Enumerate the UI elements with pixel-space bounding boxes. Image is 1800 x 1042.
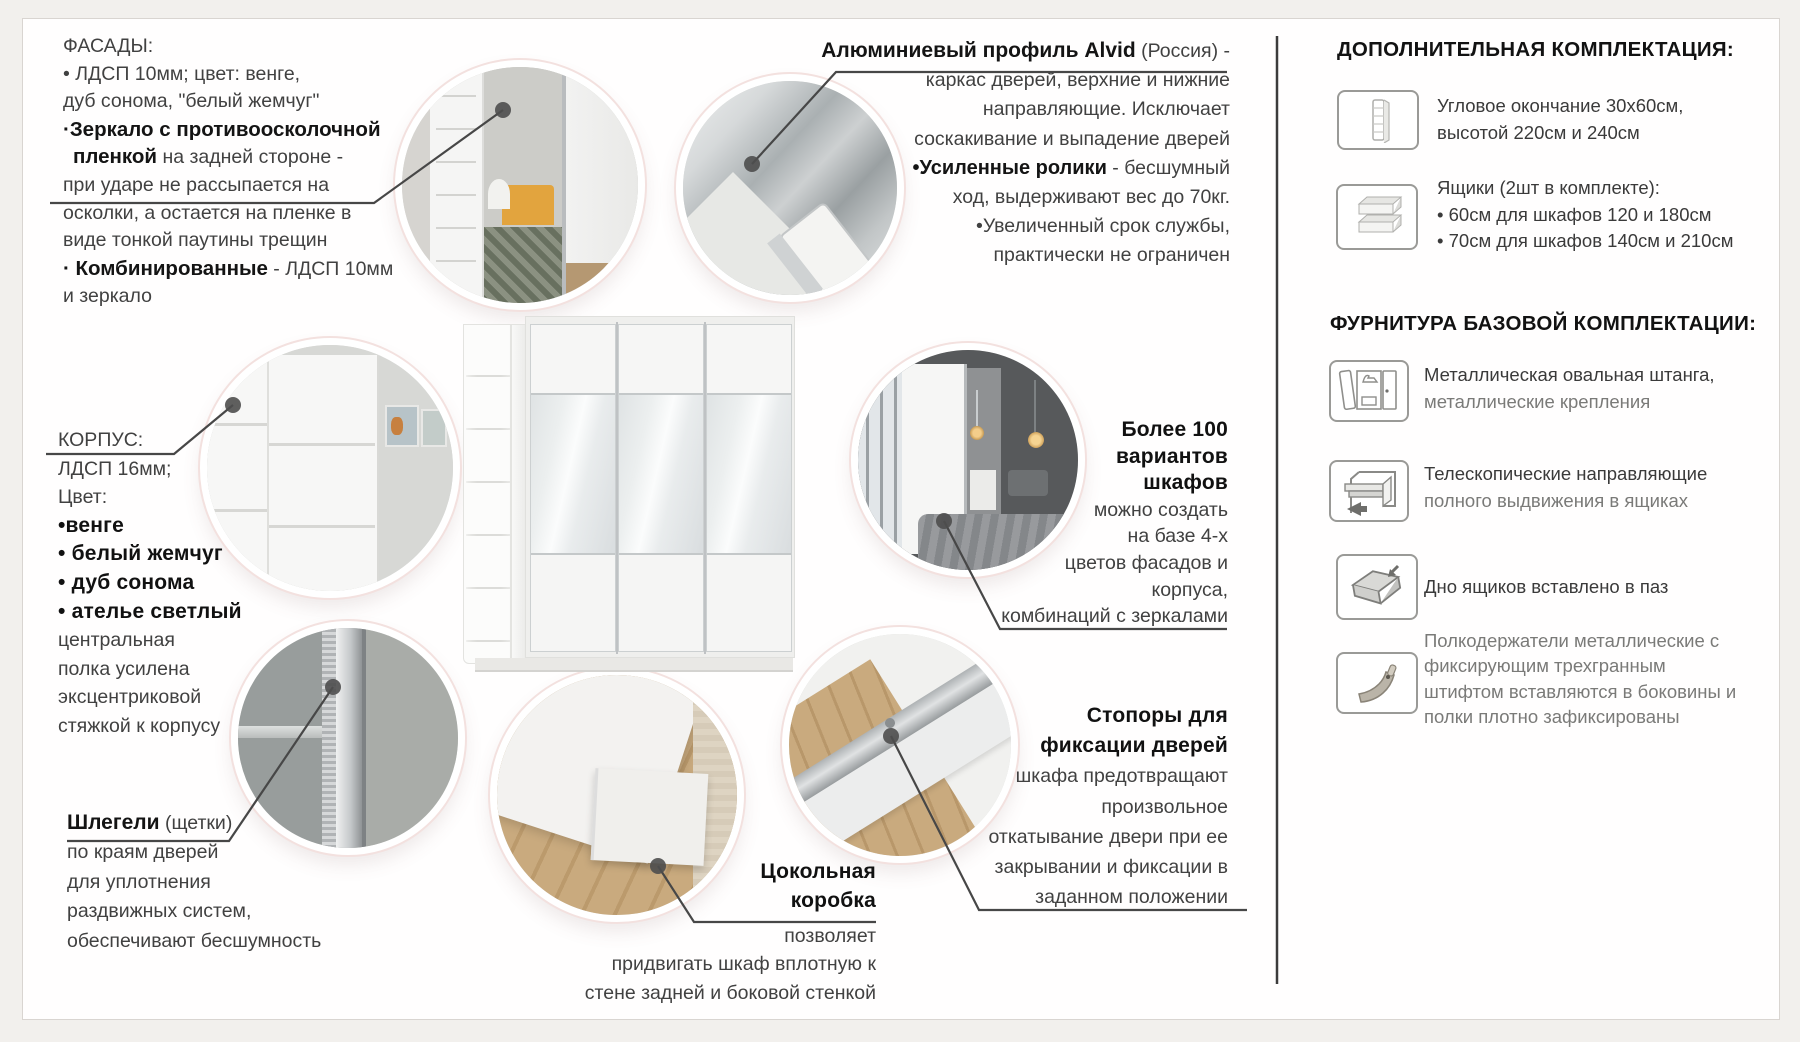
photo-detail bbox=[866, 350, 869, 570]
note-line: раздвижных систем, bbox=[67, 900, 252, 923]
extras-item-line: • 70см для шкафов 140см и 210см bbox=[1437, 230, 1734, 251]
note-line: откатывание двери при ее bbox=[988, 825, 1228, 848]
note-line: по краям дверей bbox=[67, 841, 219, 864]
note-line: стене задней и боковой стенкой bbox=[584, 982, 876, 1005]
note-line: соскакивание и выпадение дверей bbox=[914, 127, 1230, 150]
note-line: Более 100 bbox=[1121, 418, 1228, 441]
note-line: комбинаций с зеркалами bbox=[1001, 605, 1228, 628]
aluminum-profile-note bbox=[770, 36, 1230, 271]
note-line: • ателье светлый bbox=[58, 599, 242, 623]
photo-detail bbox=[436, 95, 476, 97]
note-line: ·Зеркало с противоосколочной bbox=[63, 117, 381, 141]
hardware-item-line: Металлическая овальная штанга, bbox=[1424, 364, 1715, 385]
door-rail bbox=[616, 322, 618, 654]
photo-detail bbox=[269, 443, 375, 446]
note-line: стяжкой к корпусу bbox=[58, 714, 221, 737]
note-line: осколки, а остается на пленке в bbox=[63, 201, 352, 224]
photo-detail bbox=[336, 628, 362, 848]
note-line: можно создать bbox=[1093, 498, 1228, 521]
drawers-icon bbox=[1336, 184, 1418, 250]
drawer-bottom-icon bbox=[1336, 554, 1418, 620]
photo-detail bbox=[484, 227, 562, 303]
door-rail bbox=[704, 322, 706, 654]
note-line: •Усиленные ролики - бесшумный bbox=[912, 156, 1230, 179]
extras-item-line: Угловое окончание 30х60см, bbox=[1437, 95, 1684, 116]
plinth-note bbox=[476, 858, 876, 1008]
rod-icon bbox=[1329, 360, 1409, 422]
note-line: •Увеличенный срок службы, bbox=[976, 215, 1230, 238]
note-line: ЛДСП 16мм; bbox=[58, 457, 172, 480]
photo-detail bbox=[566, 263, 638, 303]
hardware-item-line: полки плотно зафиксированы bbox=[1424, 706, 1680, 728]
note-line: придвигать шкаф вплотную к bbox=[611, 953, 876, 976]
sliding-door-left bbox=[530, 324, 616, 652]
sliding-door-right bbox=[706, 324, 792, 652]
stopors-note bbox=[848, 701, 1228, 912]
note-line: Цокольная bbox=[760, 860, 876, 883]
note-line: цветов фасадов и bbox=[1064, 551, 1228, 574]
photo-detail bbox=[591, 768, 709, 866]
hardware-item-line: фиксирующим трехгранным bbox=[1424, 655, 1666, 677]
photo-detail bbox=[421, 409, 447, 447]
hardware-section-title: ФУРНИТУРА БАЗОВОЙ КОМПЛЕКТАЦИИ: bbox=[1330, 312, 1757, 335]
note-line: фиксации дверей bbox=[1040, 734, 1228, 758]
note-line: · Комбинированные - ЛДСП 10мм bbox=[63, 256, 394, 280]
note-line: Стопоры для bbox=[1086, 704, 1228, 727]
wardrobe-illustration bbox=[463, 316, 795, 670]
note-line: •венге bbox=[58, 513, 124, 537]
note-line: шкафа предотвращают bbox=[1015, 765, 1228, 788]
photo-detail bbox=[322, 628, 336, 848]
photo-detail bbox=[858, 350, 902, 570]
note-line: дуб сонома, "белый жемчуг" bbox=[63, 90, 320, 113]
note-line: обеспечивают бесшумность bbox=[67, 929, 322, 952]
note-line: заданном положении bbox=[1035, 886, 1228, 909]
hardware-item bbox=[1424, 574, 1668, 601]
note-line: эксцентриковой bbox=[58, 686, 202, 709]
extras-item-line: • 60см для шкафов 120 и 180см bbox=[1437, 203, 1712, 225]
note-line: • дуб сонома bbox=[58, 570, 195, 594]
note-line: направляющие. Исключает bbox=[982, 98, 1230, 121]
extras-item bbox=[1437, 93, 1683, 146]
note-line: КОРПУС: bbox=[58, 429, 144, 451]
wardrobe-plinth bbox=[475, 658, 793, 672]
hardware-item-line: Полкодержатели металлические с bbox=[1424, 630, 1720, 651]
extras-section-title: ДОПОЛНИТЕЛЬНАЯ КОМПЛЕКТАЦИЯ: bbox=[1337, 38, 1735, 61]
note-line: шкафов bbox=[1143, 471, 1228, 495]
note-line: произвольное bbox=[1101, 795, 1228, 818]
facades-note bbox=[63, 33, 393, 311]
note-line: ФАСАДЫ: bbox=[63, 35, 154, 57]
photo-detail bbox=[267, 355, 269, 591]
photo-detail bbox=[430, 67, 484, 303]
extras-item-line: Ящики (2шт в комплекте): bbox=[1437, 177, 1660, 198]
extras-item-line: высотой 220см и 240см bbox=[1437, 121, 1640, 143]
facade-mirror-photo bbox=[395, 60, 645, 310]
extras-item bbox=[1437, 175, 1733, 255]
shelf-support-icon bbox=[1336, 652, 1418, 714]
hardware-item bbox=[1424, 362, 1715, 415]
note-line: виде тонкой паутины трещин bbox=[63, 229, 328, 252]
note-line: полка усилена bbox=[58, 657, 190, 680]
photo-detail bbox=[488, 179, 510, 209]
note-line: ход, выдерживают вес до 70кг. bbox=[952, 186, 1230, 209]
note-line: центральная bbox=[58, 629, 175, 652]
corner-end-icon bbox=[1337, 90, 1419, 150]
photo-detail bbox=[391, 417, 403, 435]
hardware-item-line: Телескопические направляющие bbox=[1424, 463, 1708, 484]
photo-detail bbox=[362, 628, 366, 848]
variants-note bbox=[898, 417, 1228, 630]
wardrobe-body bbox=[525, 316, 795, 658]
sliding-door-middle bbox=[618, 324, 704, 652]
note-line: вариантов bbox=[1116, 444, 1228, 468]
slide-icon bbox=[1329, 460, 1409, 522]
corner-shelf-unit bbox=[463, 324, 527, 664]
shlegeli-note bbox=[67, 808, 321, 956]
hardware-item-line: металлические крепления bbox=[1424, 390, 1651, 412]
note-line: • ЛДСП 10мм; цвет: венге, bbox=[63, 62, 301, 85]
note-line: • белый жемчуг bbox=[58, 542, 223, 566]
note-line: Шлегели (щетки) bbox=[67, 811, 233, 834]
note-line: Алюминиевый профиль Alvid (Россия) - bbox=[821, 39, 1230, 62]
note-line: каркас дверей, верхние и нижние bbox=[925, 69, 1230, 92]
hardware-item-line: штифтом вставляются в боковины и bbox=[1424, 680, 1737, 702]
korpus-note bbox=[58, 426, 242, 741]
hardware-item-line: Дно ящиков вставлено в паз bbox=[1424, 576, 1669, 597]
note-line: пленкой на задней стороне - bbox=[73, 145, 344, 169]
note-line: Цвет: bbox=[58, 486, 108, 509]
note-line: закрывании и фиксации в bbox=[994, 856, 1228, 879]
note-line: и зеркало bbox=[63, 285, 152, 308]
hardware-item bbox=[1424, 628, 1736, 730]
note-line: позволяет bbox=[784, 924, 876, 947]
hardware-item-line: полного выдвижения в ящиках bbox=[1424, 489, 1689, 511]
note-line: на базе 4-х bbox=[1127, 525, 1228, 548]
note-line: коробка bbox=[790, 888, 876, 912]
note-line: практически не ограничен bbox=[993, 244, 1230, 267]
hardware-item bbox=[1424, 461, 1707, 514]
note-line: корпуса, bbox=[1151, 578, 1228, 601]
photo-detail bbox=[238, 726, 330, 738]
note-line: для уплотнения bbox=[67, 870, 211, 893]
note-line: при ударе не рассыпается на bbox=[63, 173, 330, 196]
